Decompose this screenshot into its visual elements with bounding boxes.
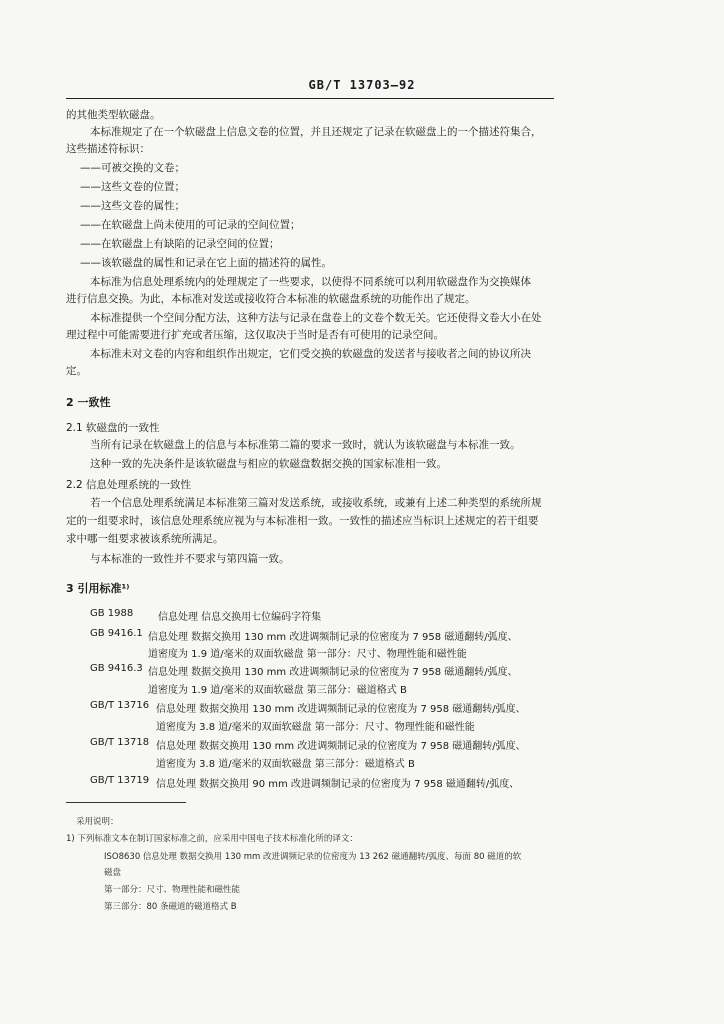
body-line: 当所有记录在软磁盘上的信息与本标准第二篇的要求一致时，就认为该软磁盘与本标准一致。	[90, 439, 521, 451]
list-item: ——可被交换的文卷；	[80, 162, 185, 174]
ref-text: 信息处理 数据交换用 130 mm 改进调频制记录的位密度为 7 958 磁通翻转/弧度、	[148, 632, 518, 643]
ref-code: GB/T 13719	[90, 775, 150, 786]
footnote-line: 1) 下列标准文本在制订国家标准之前，应采用中国电子技术标准化所的译文：	[66, 834, 358, 844]
body-line: 定的一组要求时，该信息处理系统应视为与本标准相一致。一致性的描述应当标识上述规定的若干组要	[66, 515, 539, 527]
footnote-line: ISO8630 信息处理 数据交换用 130 mm 改进调频记录的位密度为 13 262 磁通翻转/弧度、每面 80 磁道的软	[104, 852, 522, 862]
ref-text: 信息处理 信息交换用七位编码字符集	[158, 612, 322, 623]
ref-code: GB 9416.3	[90, 663, 143, 674]
intro-line: 理过程中可能需要进行扩充或者压缩，这仅取决于当时是否有可使用的记录空间。	[66, 329, 444, 341]
body-line: 求中哪一组要求被该系统所满足。	[66, 533, 224, 545]
header-rule	[66, 98, 554, 99]
intro-line: 本标准规定了在一个软磁盘上信息文卷的位置，并且还规定了记录在软磁盘上的一个描述符集合，	[90, 126, 542, 138]
ref-text: 信息处理 数据交换用 130 mm 改进调频制记录的位密度为 7 958 磁通翻转/弧度、	[156, 741, 526, 752]
intro-line: 进行信息交换。为此，本标准对发送或接收符合本标准的软磁盘系统的功能作出了规定。	[66, 293, 476, 305]
ref-text: 信息处理 数据交换用 90 mm 改进调频制记录的位密度为 7 958 磁通翻转/弧度、	[156, 779, 520, 790]
list-item: ——在软磁盘上有缺陷的记录空间的位置；	[80, 238, 280, 250]
ref-code: GB/T 13716	[90, 700, 150, 711]
intro-line: 本标准提供一个空间分配方法，这种方法与记录在盘卷上的文卷个数无关。它还使得文卷大小在处	[90, 312, 542, 324]
intro-line: 定。	[66, 365, 87, 377]
footnote-line: 第一部分：尺寸、物理性能和磁性能	[104, 885, 241, 895]
section-2-2-title: 2.2 信息处理系统的一致性	[66, 479, 192, 491]
ref-code: GB 9416.1	[90, 628, 143, 639]
body-line: 与本标准的一致性并不要求与第四篇一致。	[90, 553, 290, 565]
list-item: ——该软磁盘的属性和记录在它上面的描述符的属性。	[80, 257, 332, 269]
ref-code: GB/T 13718	[90, 737, 150, 748]
ref-text-cont: 道密度为 1.9 道/毫米的双面软磁盘 第一部分：尺寸、物理性能和磁性能	[148, 649, 467, 660]
ref-text-cont: 道密度为 1.9 道/毫米的双面软磁盘 第三部分：磁道格式 B	[148, 685, 407, 696]
intro-line: 的其他类型软磁盘。	[66, 109, 161, 121]
intro-line: 本标准未对文卷的内容和组织作出规定，它们受交换的软磁盘的发送者与接收者之间的协议所决	[90, 348, 531, 360]
standard-code-header: GB/T 13703—92	[308, 78, 416, 92]
section-3-title: 3 引用标准¹⁾	[66, 582, 130, 595]
list-item: ——在软磁盘上尚未使用的可记录的空间位置；	[80, 219, 301, 231]
ref-text: 信息处理 数据交换用 130 mm 改进调频制记录的位密度为 7 958 磁通翻转/弧度、	[148, 667, 518, 678]
ref-code: GB 1988	[90, 608, 134, 619]
ref-text-cont: 道密度为 3.8 道/毫米的双面软磁盘 第三部分：磁道格式 B	[156, 759, 415, 770]
ref-text: 信息处理 数据交换用 130 mm 改进调频制记录的位密度为 7 958 磁通翻转/弧度、	[156, 704, 526, 715]
list-item: ——这些文卷的位置；	[80, 181, 185, 193]
section-2-1-title: 2.1 软磁盘的一致性	[66, 422, 160, 434]
footnote-rule	[66, 802, 186, 803]
ref-text-cont: 道密度为 3.8 道/毫米的双面软磁盘 第一部分：尺寸、物理性能和磁性能	[156, 722, 475, 733]
body-line: 若一个信息处理系统满足本标准第三篇对发送系统，或接收系统，或兼有上述二种类型的系统所规	[90, 497, 542, 509]
footnote-line: 第三部分：80 条磁道的磁道格式 B	[104, 902, 237, 912]
intro-line: 这些描述符标识：	[66, 143, 150, 155]
footnote-label: 采用说明：	[76, 817, 119, 827]
section-2-title: 2 一致性	[66, 396, 111, 409]
footnote-line: 磁盘	[104, 868, 122, 878]
body-line: 这种一致的先决条件是该软磁盘与相应的软磁盘数据交换的国家标准相一致。	[90, 458, 447, 470]
intro-line: 本标准为信息处理系统内的处理规定了一些要求，以使得不同系统可以利用软磁盘作为交换媒体	[90, 276, 531, 288]
list-item: ——这些文卷的属性；	[80, 200, 185, 212]
